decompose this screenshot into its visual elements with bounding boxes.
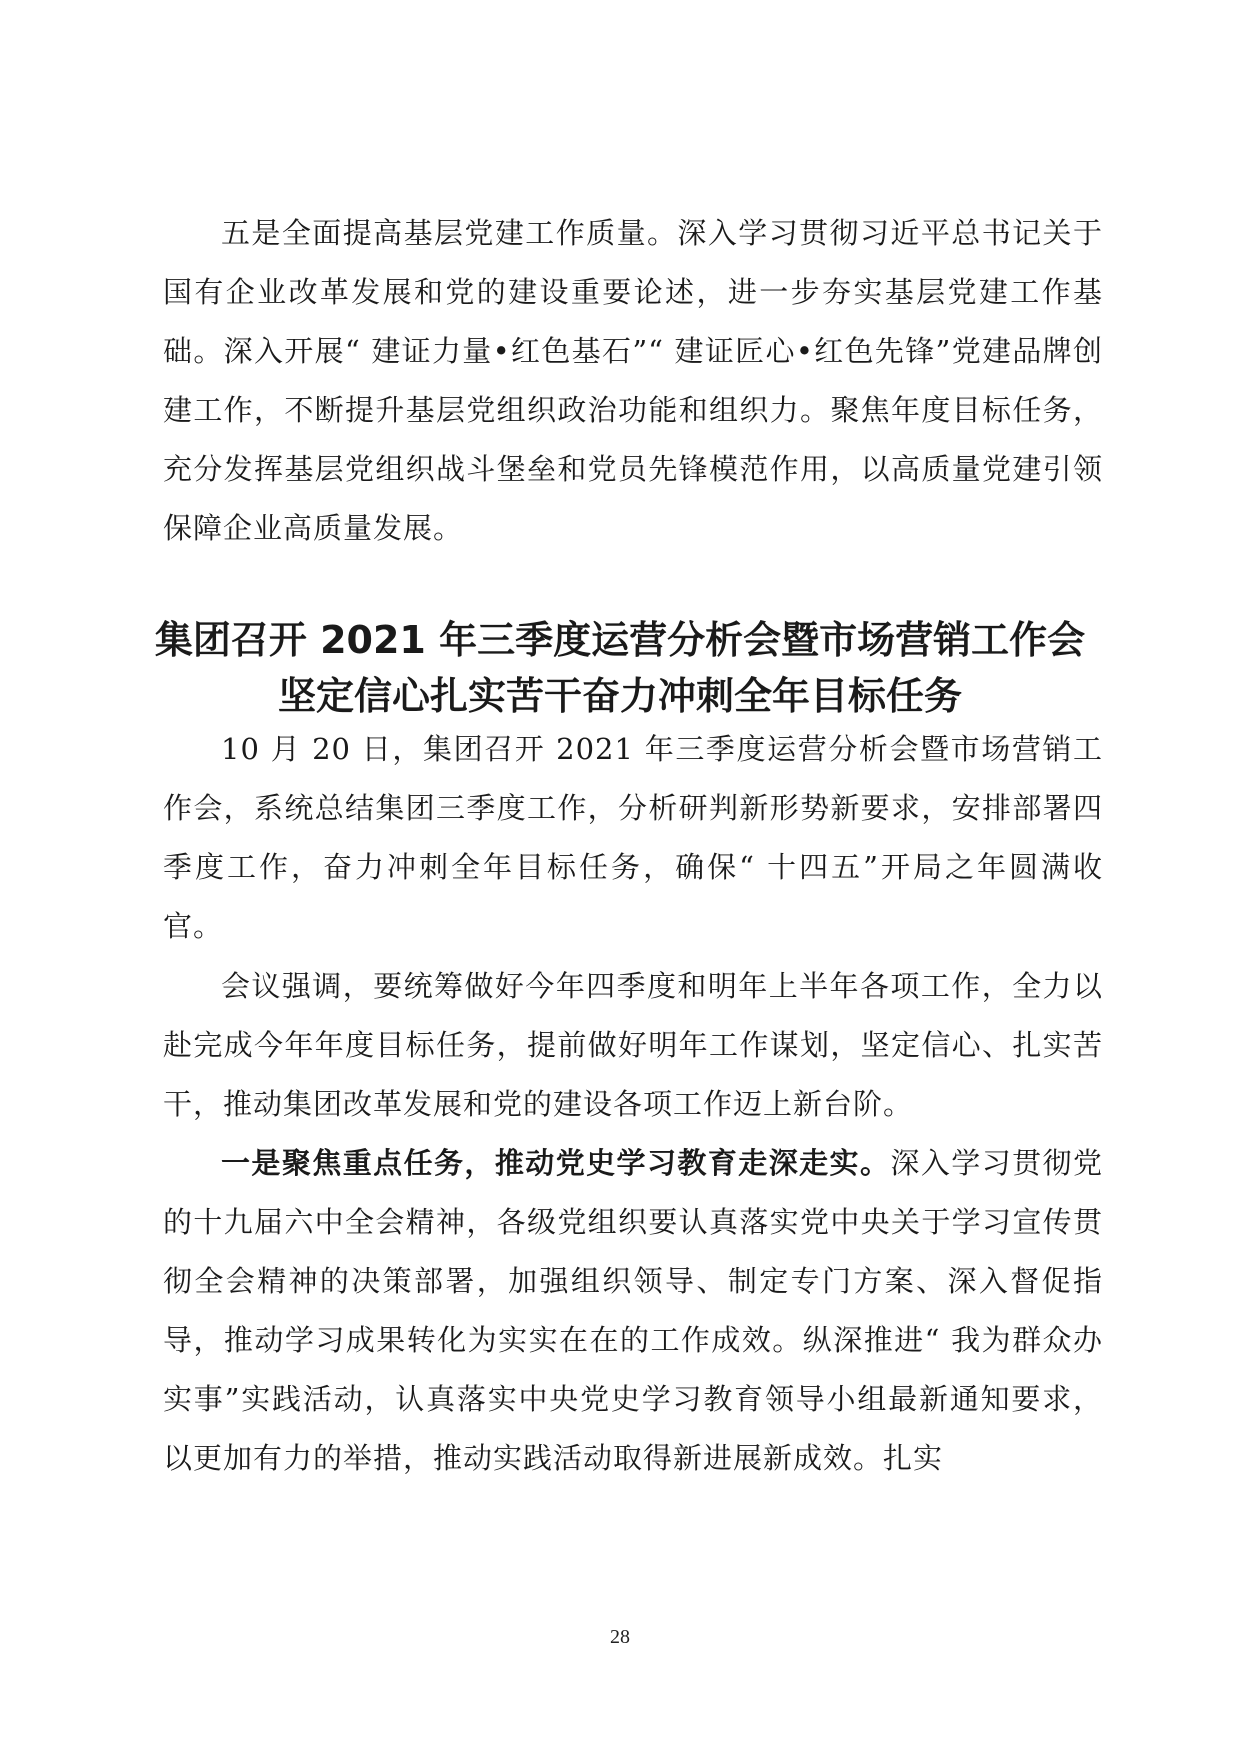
paragraph-key-task-one [163,1134,1103,1488]
paragraph-meeting-emphasis: 会议强调，要统筹做好今年四季度和明年上半年各项工作，全力以赴完成今年年度目标任务，提前做好明年工作谋划，坚定信心、扎实苦干，推动集团改革发展和党的建设各项工作迈上新台阶。 [163,969,1103,1121]
article-title-line-1: 集团召开 2021 年三季度运营分析会暨市场营销工作会 [154,618,1086,662]
article-title-line-2: 坚定信心扎实苦干奋力冲刺全年目标任务 [277,674,962,718]
paragraph-lead-bold: 一是聚焦重点任务，推动党史学习教育走深走实。 [221,1146,891,1180]
page-number: 28 [610,1626,630,1648]
paragraph-party-building-quality: 五是全面提高基层党建工作质量。深入学习贯彻习近平总书记关于国有企业改革发展和党的建设重要论述，进一步夯实基层党建工作基础。深入开展“ 建证力量•红色基石”“ 建证匠心•红色先锋”党建品牌创建工作，不断提升基层党组织政治功能和组织力。聚焦年度目标任务，充分发挥基层党组织战斗堡垒和党员先锋模范作用，以高质量党建引领保障企业高质量发展。 [163,216,1103,545]
paragraph-meeting-intro: 10 月 20 日，集团召开 2021 年三季度运营分析会暨市场营销工作会，系统总结集团三季度工作，分析研判新形势新要求，安排部署四季度工作，奋力冲刺全年目标任务，确保“ 十四五”开局之年圆满收官。 [163,732,1103,943]
paragraph-body-text: 深入学习贯彻党的十九届六中全会精神，各级党组织要认真落实党中央关于学习宣传贯彻全会精神的决策部署，加强组织领导、制定专门方案、深入督促指导，推动学习成果转化为实实在在的工作成效。纵深推进“ 我为群众办实事”实践活动，认真落实中央党史学习教育领导小组最新通知要求，以更加有力的举措，推动实践活动取得新进展新成效。扎实 [163,1146,1103,1475]
